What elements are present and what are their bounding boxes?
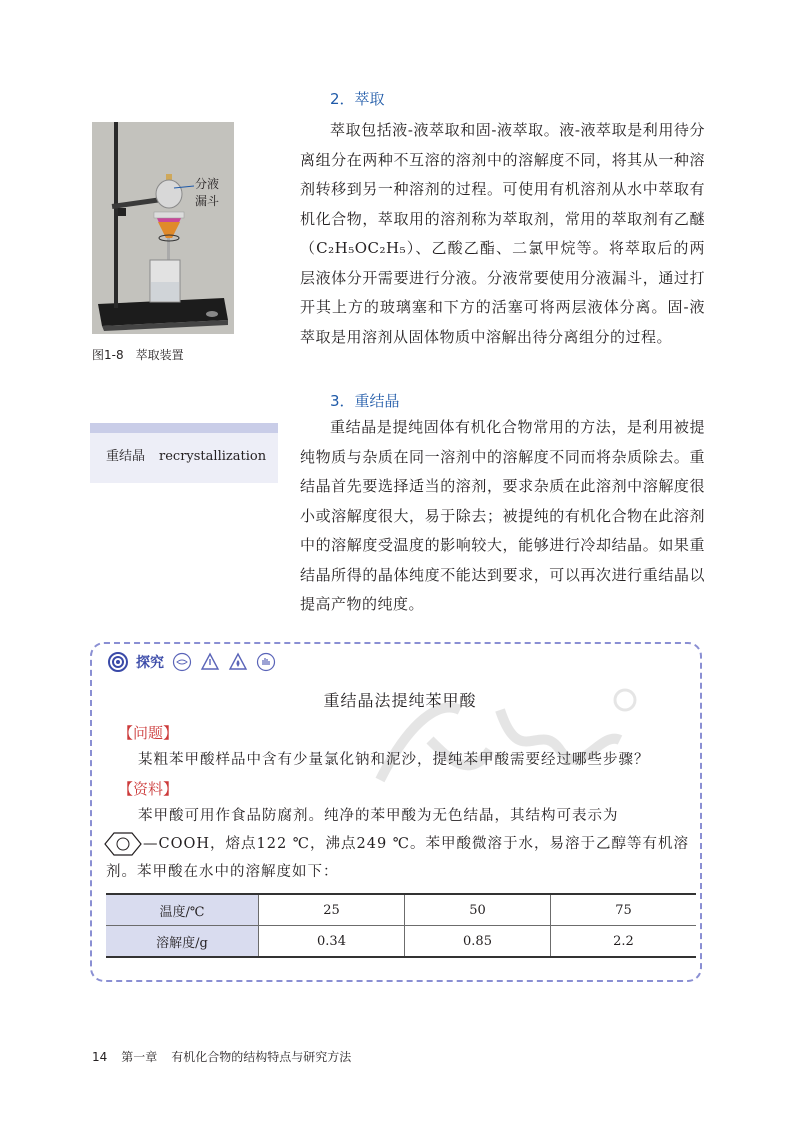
section-3-paragraph <box>300 413 705 620</box>
table-cell: 25 <box>259 894 405 926</box>
glossary-zh: 重结晶 <box>106 449 146 464</box>
glossary-en: recrystallization <box>159 449 267 464</box>
table-cell: 75 <box>551 894 697 926</box>
hand-wash-icon <box>256 652 276 672</box>
glossary-term <box>106 445 266 464</box>
funnel-callout <box>195 176 235 210</box>
table-row <box>106 926 696 958</box>
section-3-text: 重结晶是提纯固体有机化合物常用的方法，是利用被提纯物质与杂质在同一溶剂中的溶解度不同而将杂质除去。重结晶首先要选择适当的溶剂，要求杂质在此溶剂中溶解度很小或溶解度很大，易于除去；被提纯的有机化合物在此溶剂中的溶解度受温度的影响较大，能够进行冷却结晶。如果重结晶所得的晶体纯度不能达到要求，可以再次进行重结晶以提高产物的纯度。 <box>300 418 705 613</box>
section-2-heading: 2．萃取 <box>330 90 385 108</box>
table-header-cell: 溶解度/g <box>106 926 259 958</box>
solubility-table <box>106 893 696 958</box>
info-line-3: 剂。苯甲酸在水中的溶解度如下： <box>106 864 339 880</box>
warning-triangle-icon <box>200 652 220 672</box>
table-header-cell: 温度/℃ <box>106 894 259 926</box>
glossary-bar <box>90 423 278 433</box>
figure-caption-text: 萃取装置 <box>135 348 184 362</box>
page-number: 14 <box>92 1050 108 1064</box>
info-line-2: —COOH，熔点122 ℃，沸点249 ℃。苯甲酸微溶于水，易溶于乙醇等有机溶 <box>143 836 690 852</box>
callout-line1: 分液 <box>195 177 220 191</box>
section-2-text: 萃取包括液-液萃取和固-液萃取。液-液萃取是利用待分离组分在两种不互溶的溶剂中的溶解度不同，将其从一种溶剂转移到另一种溶剂的过程。可使用有机溶剂从水中萃取有机化合物，萃取用的溶剂称为萃取剂，常用的萃取剂有乙醚（C₂H₅OC₂H₅）、乙酸乙酯、二氯甲烷等。将萃取后的两层液体分开需要进行分液。分液常要使用分液漏斗，通过打开其上方的玻璃塞和下方的活塞可将两层液体分离。固-液萃取是用溶剂从固体物质中溶解出待分离组分的过程。 <box>300 121 705 346</box>
explore-label: 探究 <box>136 655 164 671</box>
benzene-ring-icon <box>104 831 142 857</box>
info-line-1: 苯甲酸可用作食品防腐剂。纯净的苯甲酸为无色结晶，其结构可表示为 <box>138 808 619 824</box>
figure-number: 图1-8 <box>92 348 124 362</box>
flame-icon <box>228 652 248 672</box>
chapter-label: 第一章 <box>121 1050 158 1064</box>
section-3-heading: 3．重结晶 <box>330 392 400 410</box>
table-cell: 2.2 <box>551 926 697 958</box>
question-text: 某粗苯甲酸样品中含有少量氯化钠和泥沙，提纯苯甲酸需要经过哪些步骤？ <box>138 752 650 768</box>
target-icon <box>108 652 128 672</box>
glossary-box <box>90 423 278 483</box>
table-cell: 0.85 <box>405 926 551 958</box>
section-2-paragraph <box>300 116 705 352</box>
page-footer <box>92 1048 365 1065</box>
explore-title: 重结晶法提纯苯甲酸 <box>323 691 477 710</box>
info-tag: 【资料】 <box>118 780 179 798</box>
solubility-table-wrap <box>106 893 696 958</box>
figure-caption <box>92 346 184 363</box>
chapter-title: 有机化合物的结构特点与研究方法 <box>171 1050 352 1064</box>
goggles-icon <box>172 652 192 672</box>
callout-line2: 漏斗 <box>195 194 220 208</box>
question-tag: 【问题】 <box>118 724 179 742</box>
extraction-apparatus-photo <box>92 122 234 334</box>
table-cell: 50 <box>405 894 551 926</box>
table-row <box>106 894 696 926</box>
explore-header <box>108 652 276 672</box>
table-cell: 0.34 <box>259 926 405 958</box>
